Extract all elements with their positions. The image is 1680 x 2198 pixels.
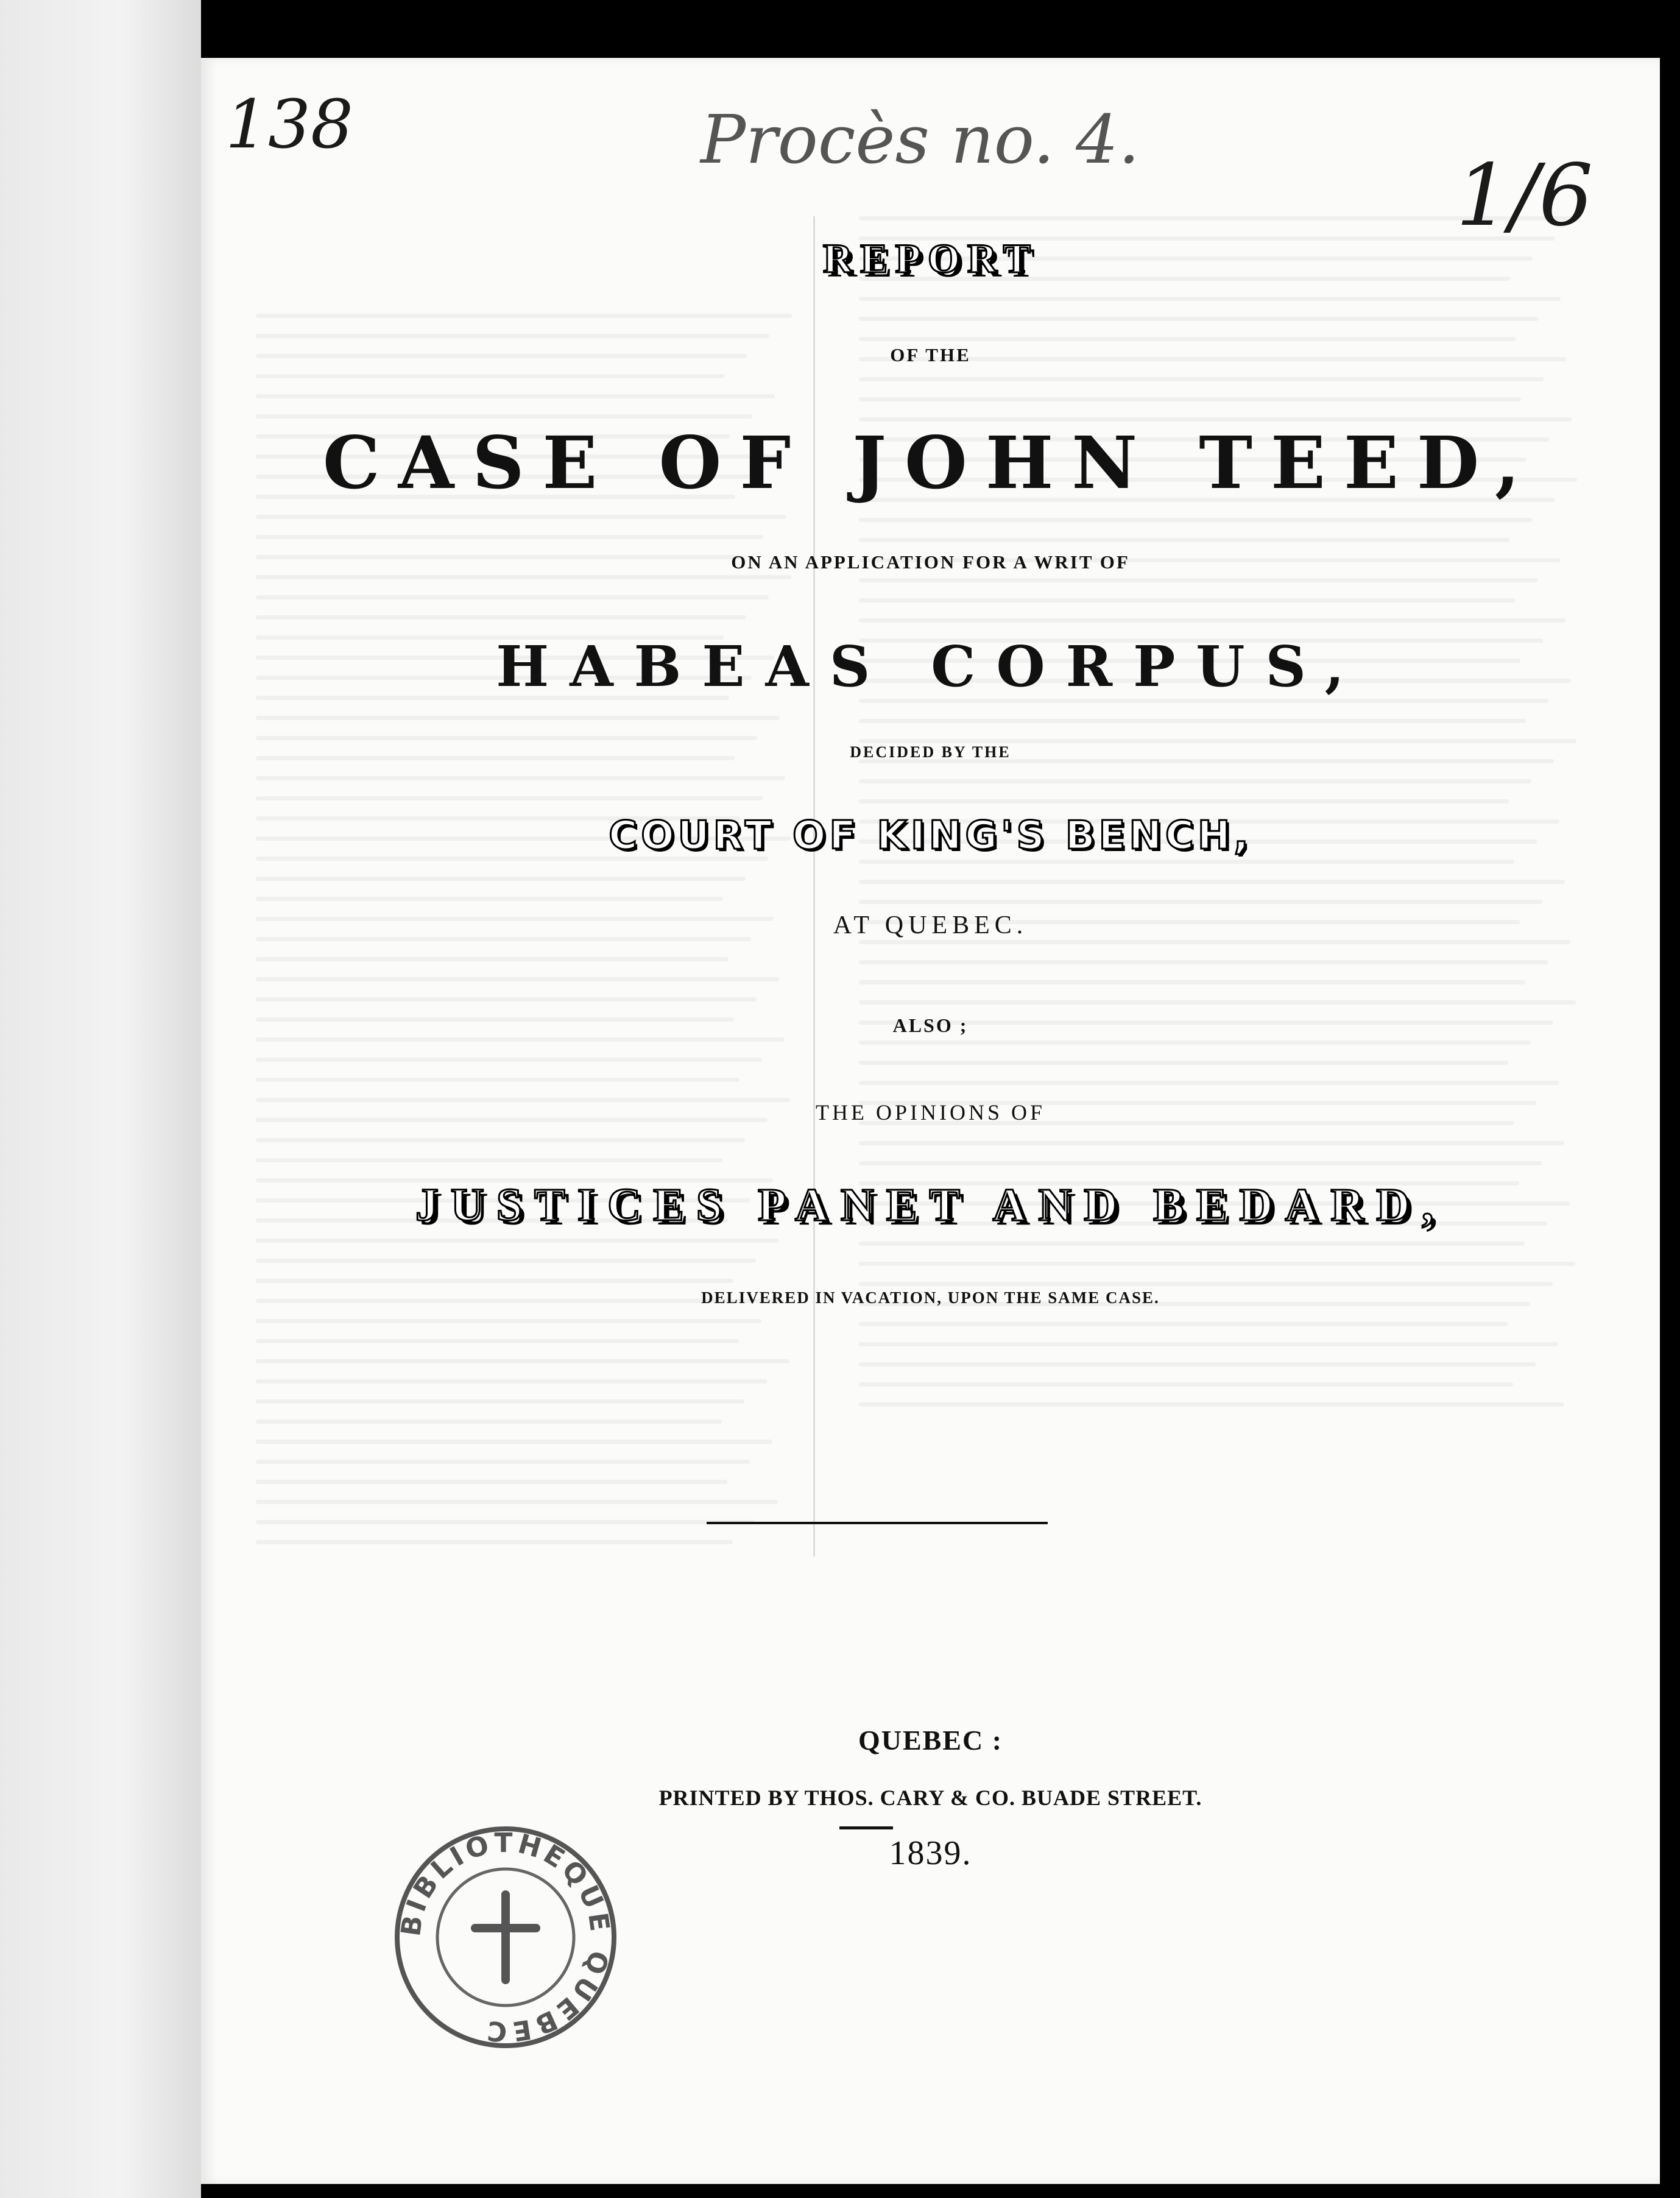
cross-icon bbox=[475, 1895, 536, 1980]
column-fold-line bbox=[813, 216, 815, 1557]
bleed-through-line bbox=[256, 1379, 767, 1383]
bleed-through-line bbox=[859, 739, 1576, 743]
bleed-through-line bbox=[859, 940, 1570, 944]
proces-note: Procès no. 4. bbox=[701, 101, 1140, 178]
bleed-through-line bbox=[256, 1158, 722, 1162]
bleed-through-line bbox=[859, 1161, 1542, 1165]
library-stamp bbox=[390, 1822, 621, 2053]
bleed-through-line bbox=[256, 535, 763, 539]
bleed-through-line bbox=[256, 394, 775, 398]
bleed-through-line bbox=[256, 1359, 789, 1363]
bleed-through-line bbox=[256, 1339, 739, 1343]
application-line: ON AN APPLICATION FOR A WRIT OF bbox=[731, 551, 1130, 573]
bleed-through-line bbox=[256, 1239, 778, 1243]
bleed-through-line bbox=[859, 397, 1521, 401]
bleed-through-line bbox=[859, 860, 1514, 864]
imprint-printer: PRINTED BY THOS. CARY & CO. BUADE STREET. bbox=[658, 1786, 1202, 1810]
imprint-year: 1839. bbox=[889, 1834, 972, 1872]
bleed-through-line bbox=[256, 314, 792, 318]
bleed-through-line bbox=[859, 1141, 1564, 1145]
bleed-through-line bbox=[256, 1500, 778, 1504]
bleed-through-line bbox=[256, 736, 757, 740]
bleed-through-line bbox=[256, 414, 752, 419]
location-line: AT QUEBEC. bbox=[833, 911, 1028, 939]
bleed-through-line bbox=[256, 595, 769, 599]
bleed-through-line bbox=[256, 1520, 755, 1524]
bleed-through-line bbox=[256, 1419, 722, 1424]
bleed-through-line bbox=[256, 897, 723, 901]
bleed-through-line bbox=[859, 960, 1548, 964]
bleed-through-line bbox=[256, 1138, 745, 1142]
bleed-through-line bbox=[859, 377, 1544, 381]
bleed-through-line bbox=[859, 1382, 1513, 1387]
bleed-through-line bbox=[859, 1061, 1508, 1065]
bleed-through-line bbox=[859, 598, 1515, 603]
of-the-line: OF THE bbox=[890, 344, 971, 366]
bleed-through-line bbox=[859, 578, 1537, 582]
bleed-through-line bbox=[859, 1282, 1553, 1286]
bleed-through-line bbox=[859, 1322, 1508, 1326]
also-line: ALSO ; bbox=[892, 1014, 969, 1036]
bleed-through-line bbox=[256, 1460, 750, 1464]
bleed-through-line bbox=[256, 1399, 744, 1404]
report-heading: REPORT bbox=[823, 235, 1038, 281]
bleed-through-line bbox=[859, 980, 1525, 984]
bleed-through-line bbox=[859, 799, 1509, 804]
bleed-through-line bbox=[256, 776, 785, 780]
bleed-through-line bbox=[859, 1342, 1558, 1346]
previous-leaf bbox=[0, 0, 201, 2198]
bleed-through-line bbox=[859, 1362, 1536, 1366]
bleed-through-line bbox=[256, 716, 780, 720]
bleed-through-line bbox=[859, 699, 1548, 703]
bleed-through-line bbox=[859, 337, 1516, 341]
bleed-through-line bbox=[256, 374, 724, 378]
bleed-through-line bbox=[256, 334, 769, 338]
bleed-through-line bbox=[859, 1402, 1564, 1407]
decided-by-line: DECIDED BY THE bbox=[850, 743, 1011, 761]
bleed-through-line bbox=[859, 317, 1538, 321]
writ-title: HABEAS CORPUS, bbox=[496, 634, 1365, 699]
bleed-through-line bbox=[859, 297, 1561, 301]
bleed-through-line bbox=[859, 900, 1542, 904]
opinions-line: THE OPINIONS OF bbox=[815, 1100, 1045, 1125]
corner-fraction-note: 1/6 bbox=[1456, 146, 1594, 246]
bleed-through-line bbox=[859, 779, 1531, 783]
bleed-through-line bbox=[256, 515, 786, 519]
bleed-through-line bbox=[256, 1440, 772, 1444]
bleed-through-line bbox=[859, 1262, 1575, 1266]
bleed-through-line bbox=[256, 1540, 733, 1544]
bleed-through-line bbox=[859, 538, 1509, 542]
bleed-through-line bbox=[256, 1037, 785, 1042]
case-title: CASE OF JOHN TEED, bbox=[322, 420, 1539, 505]
bleed-through-line bbox=[256, 997, 757, 1002]
delivered-line: DELIVERED IN VACATION, UPON THE SAME CASE. bbox=[701, 1288, 1160, 1307]
bleed-through-line bbox=[256, 977, 779, 981]
year-rule bbox=[839, 1826, 893, 1829]
bleed-through-line bbox=[256, 1279, 733, 1283]
bleed-through-line bbox=[256, 575, 791, 579]
bleed-through-line bbox=[859, 518, 1532, 522]
bleed-through-line bbox=[859, 1041, 1531, 1045]
bleed-through-line bbox=[859, 1242, 1525, 1246]
imprint-city: QUEBEC : bbox=[858, 1725, 1003, 1756]
bleed-through-line bbox=[256, 877, 746, 881]
court-title: COURT OF KING'S BENCH, bbox=[609, 813, 1252, 858]
bleed-through-line bbox=[256, 957, 729, 961]
bleed-through-line bbox=[256, 1058, 762, 1062]
page-number-note: 138 bbox=[225, 85, 353, 163]
bleed-through-line bbox=[256, 1480, 727, 1484]
bleed-through-line bbox=[256, 796, 763, 800]
section-divider bbox=[707, 1522, 1048, 1524]
bleed-through-line bbox=[256, 615, 746, 620]
bleed-through-line bbox=[859, 880, 1565, 884]
justices-title: JUSTICES PANET AND BEDARD, bbox=[415, 1179, 1446, 1231]
bleed-through-line bbox=[256, 1259, 756, 1263]
bleed-through-line bbox=[859, 618, 1565, 623]
bleed-through-line bbox=[256, 1078, 739, 1082]
bleed-through-line bbox=[859, 1081, 1559, 1085]
bleed-through-line bbox=[859, 719, 1526, 723]
bleed-through-line bbox=[859, 1000, 1576, 1005]
stamp-text: BIBLIOTHÈQUE QUÉBEC bbox=[395, 1827, 616, 2048]
bleed-through-line bbox=[256, 1319, 761, 1323]
